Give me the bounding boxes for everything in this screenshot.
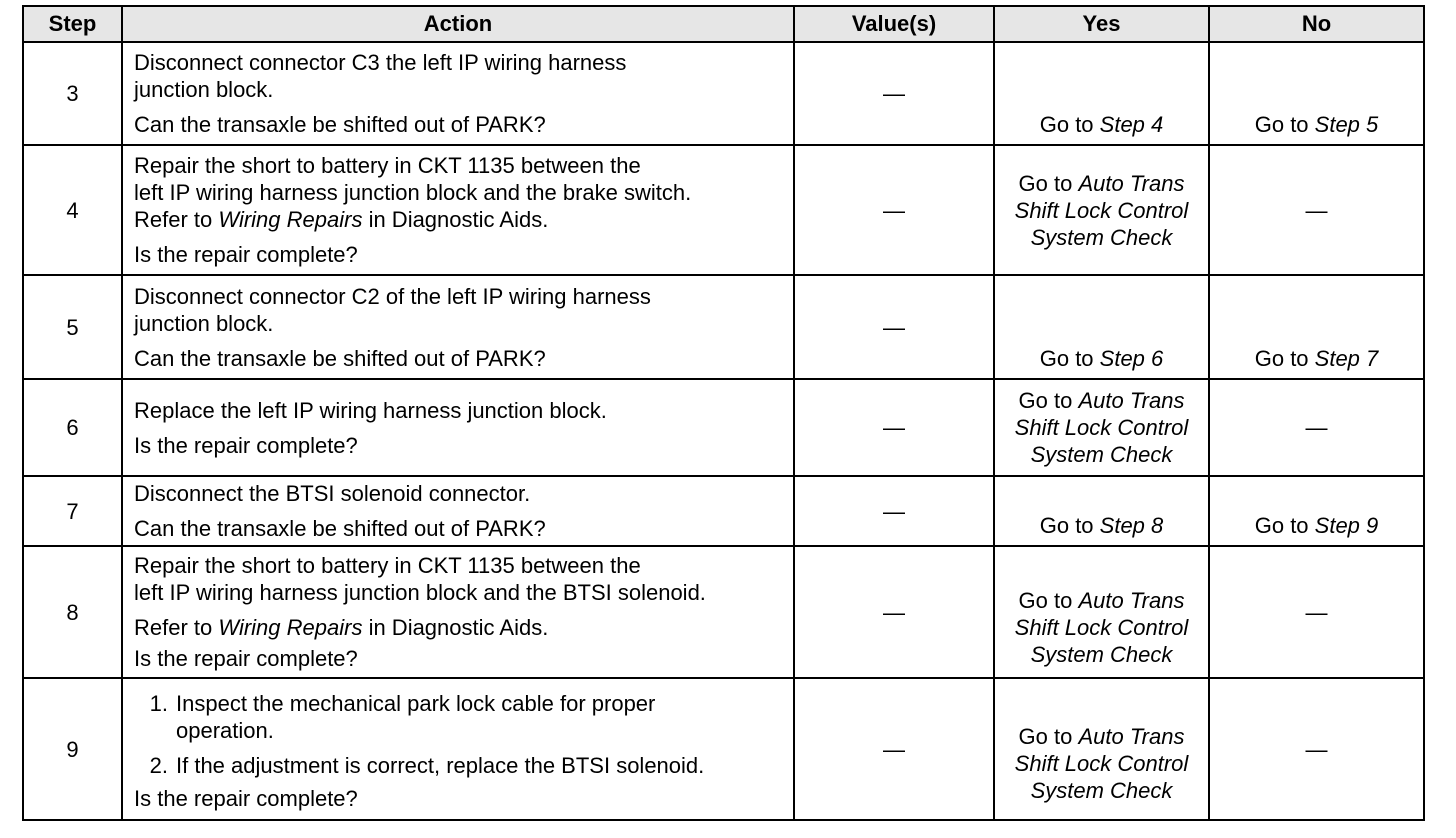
yes-prefix: Go to xyxy=(1018,587,1079,613)
action-question: Is the repair complete? xyxy=(134,646,358,671)
table-row xyxy=(23,42,1424,145)
yes-cell xyxy=(994,678,1209,820)
no-cell xyxy=(1209,476,1424,546)
yes-prefix: Go to xyxy=(1018,388,1079,413)
action-question: Is the repair complete? xyxy=(134,242,358,267)
table-row xyxy=(23,678,1424,820)
action-question: Is the repair complete? xyxy=(134,786,358,811)
action-cell xyxy=(122,145,794,275)
list-item xyxy=(134,752,783,779)
no-step-link[interactable]: Step 7 xyxy=(1314,346,1379,371)
list-item-line: operation. xyxy=(176,718,274,743)
action-line: Disconnect connector C2 of the left IP wiring harness xyxy=(134,283,651,309)
action-line: junction block. xyxy=(134,310,274,336)
yes-cell xyxy=(994,145,1209,275)
action-line: Disconnect the BTSI solenoid connector. xyxy=(134,481,531,506)
no-cell: — xyxy=(1209,678,1424,820)
yes-cell xyxy=(994,546,1209,678)
list-item-number: 2. xyxy=(149,753,168,778)
value-cell: — xyxy=(794,476,994,546)
yes-link-line3[interactable]: System Check xyxy=(1030,641,1173,667)
value-cell: — xyxy=(794,145,994,275)
no-prefix: Go to xyxy=(1254,346,1315,371)
yes-link-line3[interactable]: System Check xyxy=(1030,442,1173,467)
yes-prefix: Go to xyxy=(1039,112,1100,137)
value-cell: — xyxy=(794,379,994,476)
action-refer xyxy=(134,614,783,641)
refer-suffix: in Diagnostic Aids. xyxy=(362,207,549,232)
header-no: No xyxy=(1209,6,1424,42)
table-row xyxy=(23,379,1424,476)
value-cell: — xyxy=(794,42,994,145)
yes-link-line3[interactable]: System Check xyxy=(1030,224,1173,250)
no-prefix: Go to xyxy=(1254,513,1315,538)
refer-prefix: Refer to xyxy=(134,615,219,640)
wiring-repairs-link[interactable]: Wiring Repairs xyxy=(218,207,363,232)
action-refer xyxy=(134,206,783,233)
yes-prefix: Go to xyxy=(1018,170,1079,196)
list-item-line: If the adjustment is correct, replace the BTSI solenoid. xyxy=(176,753,705,778)
header-step: Step xyxy=(23,6,122,42)
step-number: 8 xyxy=(23,546,122,678)
table-row xyxy=(23,275,1424,379)
no-cell: — xyxy=(1209,546,1424,678)
action-line: Replace the left IP wiring harness junction block. xyxy=(134,397,607,423)
action-question: Can the transaxle be shifted out of PARK? xyxy=(134,112,546,137)
no-cell xyxy=(1209,275,1424,379)
yes-cell xyxy=(994,42,1209,145)
yes-cell xyxy=(994,275,1209,379)
yes-link-line2[interactable]: Shift Lock Control xyxy=(1014,415,1189,440)
no-step-link[interactable]: Step 9 xyxy=(1314,513,1379,538)
list-item-text xyxy=(176,690,783,744)
list-item-number: 1. xyxy=(149,691,168,716)
action-question: Can the transaxle be shifted out of PARK? xyxy=(134,345,546,371)
no-cell xyxy=(1209,42,1424,145)
yes-link-line2[interactable]: Shift Lock Control xyxy=(1014,614,1189,640)
action-question: Can the transaxle be shifted out of PARK? xyxy=(134,516,546,541)
header-row xyxy=(23,6,1424,42)
no-cell: — xyxy=(1209,379,1424,476)
wiring-repairs-link[interactable]: Wiring Repairs xyxy=(218,615,363,640)
table-row xyxy=(23,145,1424,275)
list-item xyxy=(134,690,783,744)
yes-link-line1[interactable]: Auto Trans xyxy=(1078,723,1185,749)
action-line: Repair the short to battery in CKT 1135 between the xyxy=(134,153,641,178)
yes-prefix: Go to xyxy=(1018,723,1079,749)
yes-link-line1[interactable]: Auto Trans xyxy=(1078,170,1185,196)
yes-cell xyxy=(994,379,1209,476)
action-line: Disconnect connector C3 the left IP wiring harness xyxy=(134,50,627,75)
yes-link-line1[interactable]: Auto Trans xyxy=(1078,587,1185,613)
action-cell xyxy=(122,42,794,145)
no-step-link[interactable]: Step 5 xyxy=(1314,112,1379,137)
yes-link-line2[interactable]: Shift Lock Control xyxy=(1014,750,1189,776)
step-number: 3 xyxy=(23,42,122,145)
action-cell xyxy=(122,546,794,678)
header-values: Value(s) xyxy=(794,6,994,42)
yes-cell xyxy=(994,476,1209,546)
step-number: 9 xyxy=(23,678,122,820)
action-cell xyxy=(122,476,794,546)
table-row xyxy=(23,476,1424,546)
value-cell: — xyxy=(794,546,994,678)
yes-step-link[interactable]: Step 4 xyxy=(1099,112,1164,137)
refer-suffix: in Diagnostic Aids. xyxy=(362,615,549,640)
action-line: Repair the short to battery in CKT 1135 between the xyxy=(134,553,641,578)
header-yes: Yes xyxy=(994,6,1209,42)
refer-prefix: Refer to xyxy=(134,207,219,232)
no-cell: — xyxy=(1209,145,1424,275)
yes-step-link[interactable]: Step 6 xyxy=(1099,346,1164,371)
action-cell xyxy=(122,678,794,820)
value-cell: — xyxy=(794,678,994,820)
yes-link-line3[interactable]: System Check xyxy=(1030,777,1173,803)
step-number: 6 xyxy=(23,379,122,476)
header-action: Action xyxy=(122,6,794,42)
action-cell xyxy=(122,275,794,379)
action-line: left IP wiring harness junction block and the BTSI solenoid. xyxy=(134,580,706,605)
action-line: junction block. xyxy=(134,77,274,102)
yes-link-line1[interactable]: Auto Trans xyxy=(1078,388,1185,413)
table-row xyxy=(23,546,1424,678)
yes-prefix: Go to xyxy=(1039,513,1100,538)
value-cell: — xyxy=(794,275,994,379)
step-number: 4 xyxy=(23,145,122,275)
list-item-text xyxy=(176,752,783,779)
step-number: 5 xyxy=(23,275,122,379)
action-question: Is the repair complete? xyxy=(134,432,358,458)
yes-step-link[interactable]: Step 8 xyxy=(1099,513,1164,538)
list-item-line: Inspect the mechanical park lock cable for proper xyxy=(176,691,656,716)
no-prefix: Go to xyxy=(1254,112,1315,137)
diagnostic-table xyxy=(22,5,1425,821)
yes-link-line2[interactable]: Shift Lock Control xyxy=(1014,197,1189,223)
action-cell xyxy=(122,379,794,476)
yes-prefix: Go to xyxy=(1039,346,1100,371)
action-line: left IP wiring harness junction block and the brake switch. xyxy=(134,180,692,205)
step-number: 7 xyxy=(23,476,122,546)
